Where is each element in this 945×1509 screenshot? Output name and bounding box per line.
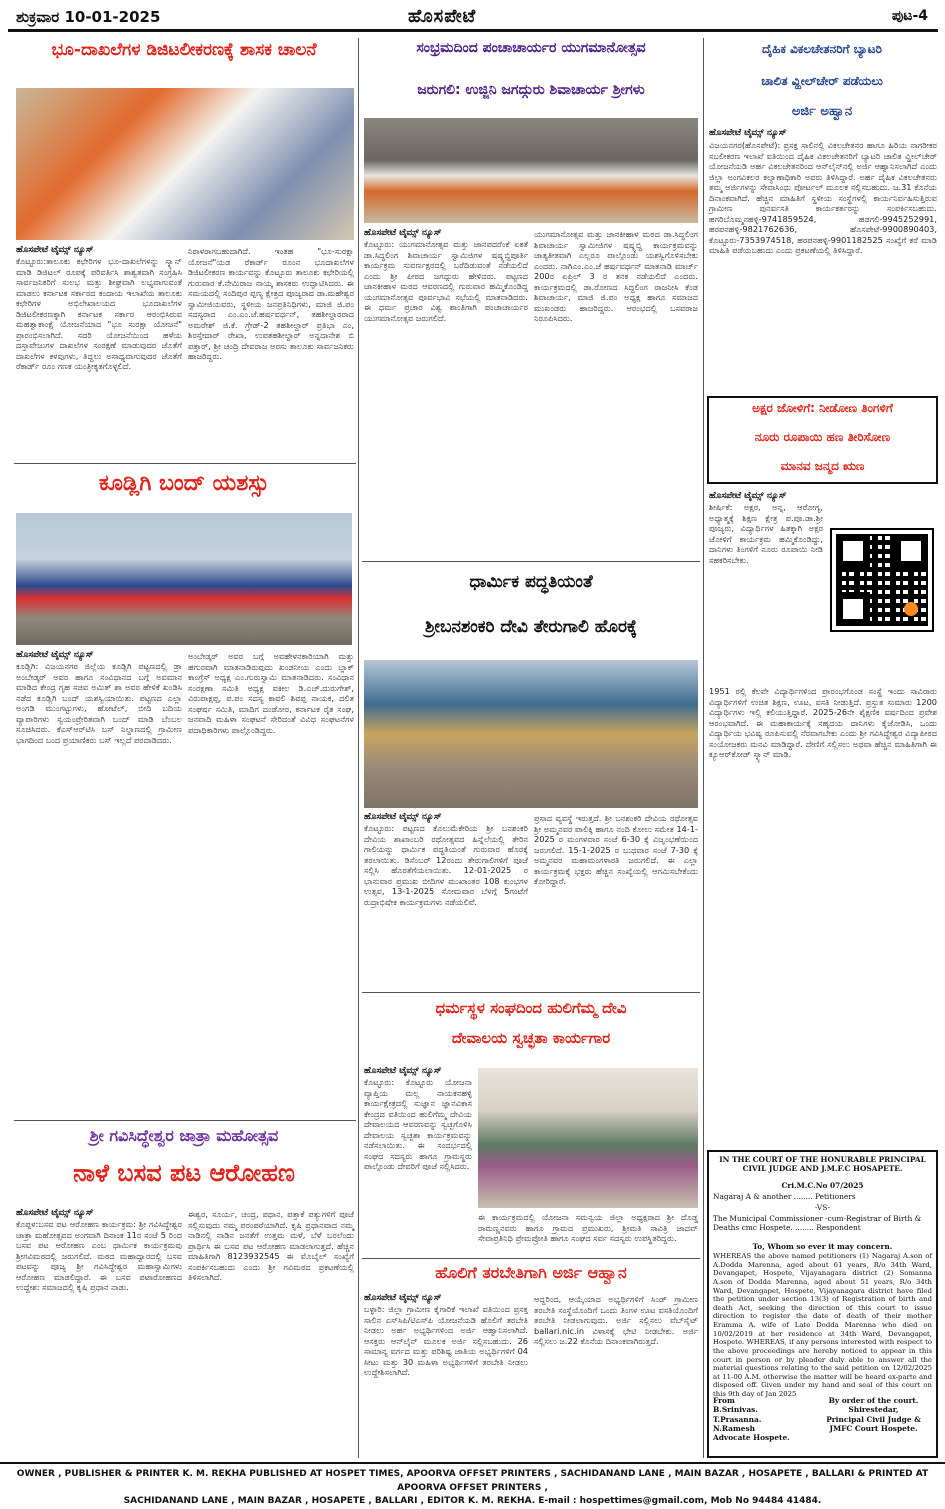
col2-story3-headline: ದೇವಾಲಯ ಸ್ವಚ್ಛತಾ ಕಾರ್ಯಗಾರ xyxy=(451,1029,611,1047)
notice-from: From B.Srinivas. T.Prasanna. N.Ramesh Advocate Hospete. xyxy=(713,1396,790,1442)
notice-addressee: To, Whom so ever it may concern. xyxy=(752,1242,893,1251)
col2-story2-headline: ಧಾರ್ಮಿಕ ಪದ್ಧತಿಯಂತೆ xyxy=(469,572,593,592)
section-divider xyxy=(362,1258,700,1259)
story2-photo xyxy=(16,513,352,645)
court-notice xyxy=(707,1150,938,1458)
col2-story1-body: ಕೊಟ್ಟೂರು: ಯುಗಮಾನೋತ್ಸವ ಮತ್ತು ಜಾನಪದರೆಂಕೆ ಏಕತೆ ಡಾ.ಸಿದ್ಧಲಿಂಗ ಶಿವಾಚಾರ್ಯ ಸ್ವಾಮಿಜಿಗಳ ಷಷ್ಠ್ಯಬ್ದಿಪೂರ್ತಿ ಕಾರ್ಯಕ್ರಮ ಸುವರ್ಣಕ್ಷರದಲ್ಲಿ ಬರೆದಿಡುವಂತೆ ನಡೆಯಲಿದೆ ಎಂದು ಶ್ರೀ ಪೀಠದ ಜಗದ್ಗುರು ಹೇಳಿದರು. ಪಟ್ಟಣದ ಜಾನಕೀಹಾಳ ಮಠದ ಆವರಣದಲ್ಲಿ ಗುರುವಾರ ಹಮ್ಮಿಕೊಂಡಿದ್ದ ಯುಗಮಾನೋತ್ಸವ ಪೂರ್ವಭಾವಿ ಸಭೆಯಲ್ಲಿ ಮಾತನಾಡಿದರು. ಈ ಧರ್ಮ ಪ್ರಚಾರ ವಿಶ್ವ ಶಾಂತಿಗಾಗಿ ಪಂಚಾಚಾರ್ಯರ ಯುಗಮಾನೋತ್ಸವ ಜರುಗಲಿದೆ. xyxy=(364,239,528,323)
notice-petitioners: Nagaraj A & another ........ Petitioners xyxy=(713,1192,856,1201)
col2-story1-headline: ಜರುಗಲಿ: ಉಜ್ಜಿನಿ ಜಗದ್ಗುರು ಶಿವಾಚಾರ್ಯ ಶ್ರೀಗಳು xyxy=(417,82,645,98)
story3-headline: ನಾಳೆ ಬಸವ ಪಟ ಆರೋಹಣ xyxy=(73,1159,295,1187)
story3-body: ಈಶ್ವರ, ಸೂರ್ಯ, ಚಂದ್ರ, ಪಥಾನ, ಪತ್ತಾಕೆ ಪತ್ಯುಗಳಿಗೆ ಪೂಜೆ ಸಲ್ಲಿಸುವುದು ನಮ್ಮ ಪರಂಪರೆಯಾಗಿದೆ. ಕೃಷಿ ಪ್ರಧಾನವಾದ ನಮ್ಮ ನಾಡಿನಲ್ಲಿ ನಾಡಿನ ಜನತೆಗೆ ಉತ್ತಮ ಮಳೆ, ಬೆಳೆ ಬರಲೆಂದು ಪ್ರಾರ್ಥಿಸಿ ಈ ಬಸವ ಪಟ ಆರೋಹಣ ಮಾಡಲಾಗುತ್ತದೆ. ಹೆಚ್ಚಿನ ಮಾಹಿತಿಗಾಗಿ 8123932545 ಈ ಮೊಬೈಲ್ ಸಂಖ್ಯೆಗೆ ಸಂಪರ್ಕಿಸಬಹುದು ಎಂದು ಶ್ರೀ ಗವಿಮಠದ ಪ್ರಕಟಣೆಯಲ್ಲಿ ತಿಳಿಸಲಾಗಿದೆ. xyxy=(188,1209,354,1282)
col2-story2-photo xyxy=(364,660,698,808)
story1-byline: ಹೊಸಪೇಟೆ ಟೈಮ್ಸ್ ನ್ಯೂಸ್ xyxy=(16,245,94,255)
imprint-footer xyxy=(0,1462,945,1504)
notice-title: IN THE COURT OF THE HONURABLE PRINCIPAL CIVIL JUDGE AND J.M.F.C HOSAPETE. xyxy=(719,1155,926,1174)
story2-byline: ಹೊಸಪೇಟೆ ಟೈಮ್ಸ್ ನ್ಯೂಸ್ xyxy=(16,650,94,660)
section-divider xyxy=(362,561,700,562)
qr-finder xyxy=(836,534,870,568)
story1-body: ಕೊಟ್ಟೂರು:ತಾಲೂಕು ಕಛೇರಿಗಳ ಭೂ-ದಾಖಲೆಗಳನ್ನು ಸ್ಕ್ಯಾನ್ ಮಾಡಿ ಡಿಜಿಟಲ್ ರೂಪಕ್ಕೆ ಪರಿವರ್ತಿಸಿ ಶಾಶ್ವತವಾಗಿ ಸಂಗ್ರಹಿಸಿ ಸಾರ್ವಜನಿಕರಿಗೆ ಸುಲಭ ಮತ್ತು ಶೀಘ್ರವಾಗಿ ಲಭ್ಯವಾಗುವಂತೆ ಮಾಡಲು ಕರ್ನಾಟಕ ಸರ್ಕಾರದ ಕಂದಾಯ ಇಲಾಖೆಯ ತಾಲೂಕು ಕಛೇರಿಗಳ ಅಭಿಲೇಖಾಲಯದ ಭೂದಾಖಲೆಗಳ ಡಿಜಿಟಲೀಕರಣಕ್ಕಾಗಿ ಕರ್ನಾಟಕ ಸರ್ಕಾರ ಆರಂಭಿಸಿರುವ ಮಹತ್ವಾಕಾಂಕ್ಷೆ ಯೋಜನೆಯಾದ "ಭೂ ಸುರಕ್ಷಾ ಯೋಜನೆ" ಪ್ರಾರಂಭಿಸಲಾಗಿದೆ. ಸದರಿ ಯೋಜನೆಯಿಂದ ಹಳೆಯ ದಸ್ತಾವೇಜುಗಳ ದಾಖಲೆಗಳ ಸಂರಕ್ಷಣೆ ಮಾಡುವುದರ ಜೊತೆಗೆ ದಾಖಲೆಗಳ ಕಳವುಗಳು, ತಿದ್ದಲು ಅಸಾಧ್ಯವಾಗುವುದರ ಜೊತೆಗೆ ರೆಕಾರ್ಡ್ ರೂಂ ಗಣಕ ಯಂತ್ರೀಕೃತಗೊಳ್ಳಲಿದೆ. xyxy=(16,256,182,371)
issue-date: ಶುಕ್ರವಾರ 10-01-2025 xyxy=(16,8,161,26)
qr-logo-icon xyxy=(904,602,918,616)
col2-story3-photo xyxy=(478,1068,698,1208)
col3-story1-byline: ಹೊಸಪೇಟೆ ಟೈಮ್ಸ್ ನ್ಯೂಸ್ xyxy=(709,128,787,138)
donation-qr-code[interactable] xyxy=(830,528,934,632)
col2-story1-body: ಯುಗಮಾನೋತ್ಸವ ಮತ್ತು ಜಾನಕೀಹಾಳ ಮಠದ ಡಾ.ಸಿದ್ಧಲಿಂಗ ಶಿವಾಚಾರ್ಯ ಸ್ವಾಮೀಜಿಗಳ ಷಷ್ಠ್ಯಬ್ದಿ ಕಾರ್ಯಕ್ರಮವನ್ನು ಜಾತ್ಯತೀತವಾಗಿ ಎಲ್ಲರೂ ಪಾಲ್ಗೊಂಡು ಯಶಸ್ವಿಗೊಳಿಸಬೇಕು ಎಂದರು. ನಾಗಿಎಂ.ಎಂ.ಜೆ ಹರ್ಷವರ್ಧನ್ ಮಾತನಾಡಿ ಮಾರ್ಚ್ 200ರ ಏಪ್ರಿಲ್ 3 ರ ತನಕ ನಡೆಯಲಿದೆ ಎಂದರು. ಕಾರ್ಯಕ್ರಮದಲ್ಲಿ ಡಾ.ರೋಣದ ಸಿದ್ಧಲಿಂಗ ರಾಜನೀಸಿ ಕೆಂಡ ಶಿವಾಚಾರ್ಯ, ಮಾಜಿ ಜಿ.ಪಂ ಅಧ್ಯಕ್ಷ ಹಾಗೂ ಸಮಾಜದ ಮುಖಂಡರು ಹಾಜರಿದ್ದರು. ಆರಂಭದಲ್ಲಿ ಬಸವರಾಜ ನಿರೂಪಿಸಿದರು. xyxy=(534,229,698,323)
col3-story1-headline: ಚಾಲಿತ ವ್ಹೀಲ್‌ಚೇರ್ ಪಡೆಯಲು xyxy=(761,74,883,88)
col2-story4-byline: ಹೊಸಪೇಟೆ ಟೈಮ್ಸ್ ನ್ಯೂಸ್ xyxy=(364,1293,442,1303)
story3-body: ಕೊಪ್ಪಳ:ಬಸವ ಪಟ ಆರೋಹಣ ಕಾರ್ಯಕ್ರಮ: ಶ್ರೀ ಗವಿಸಿದ್ಧೇಶ್ವರ ಜಾತ್ರಾ ಮಹೋತ್ಸವದ ಅಂಗವಾಗಿ ದಿನಾಂಕ 11ರ ಸಂಜೆ 5 ರಿಂದ ಬಸವ ಪಟ ಆರೋಹಣ ಎಂಬ ಧಾರ್ಮಿಕ ಕಾರ್ಯಕ್ರಮವು ಶ್ರೀಗವಿಮಠದಲ್ಲಿ ಜರುಗಲಿದೆ. ಮಠದ ಮಹಾದ್ವಾರದಲ್ಲಿ ಬಸವ ಪಟವನ್ನು ಪೂಜ್ಯ ಶ್ರೀ ಗವಿಸಿದ್ಧೇಶ್ವರ ಮಹಾಸ್ವಾಮಿಗಳು ಆರೋಹಣ ಮಾಡಲಿದ್ದಾರೆ. ಈ ಬಸವ ಪಟಾರೋಹಣದ ಉದ್ದೇಶ: ಸಮಾಜದಲ್ಲಿ ಕೃಷಿ ಪ್ರಧಾನ ನಾಡು. xyxy=(16,1219,182,1292)
col2-story3-headline: ಧರ್ಮಸ್ಥಳ ಸಂಘದಿಂದ ಹುಲಿಗೆಮ್ಮ ದೇವಿ xyxy=(435,999,627,1017)
col2-story2-byline: ಹೊಸಪೇಟೆ ಟೈಮ್ಸ್ ನ್ಯೂಸ್ xyxy=(364,812,442,822)
col2-story1-headline: ಸಂಭ್ರಮದಿಂದ ಪಂಚಾಚಾರ್ಯರ ಯುಗಮಾನೋತ್ಸವ xyxy=(416,40,646,56)
col2-story3-byline: ಹೊಸಪೇಟೆ ಟೈಮ್ಸ್ ನ್ಯೂಸ್ xyxy=(364,1066,442,1076)
col3-story2-headline: ಮಾನವ ಜನ್ಮದ ಋಣ xyxy=(780,459,865,473)
imprint-line-2: SACHIDANAND LANE , MAIN BAZAR , HOSAPETE , BALLARI , EDITOR K. M. REKHA. E-mail : hospettimes@gmail.com, Mob No 94484 41484. xyxy=(123,1496,822,1506)
notice-case-number: Cri.M.C.No 07/2025 xyxy=(781,1181,864,1190)
qr-finder xyxy=(836,592,870,626)
story1-body: ನಿರಾಳರಾಗಬಹುದಾಗಿದೆ. ಇಂತಹ "ಭೂ-ಸುರಕ್ಷಾ ಯೋಜನೆ"ಯಡ ರೆಕಾರ್ಡ್ ರೂಂನ ಭೂದಾಖಲೆಗಳ ಡಿಜಿಟಲೀಕರಣ ಕಾರ್ಯವನ್ನು ಕೊಟ್ಟೂರು ತಾಲೂಕು ಕಛೇರಿಯಲ್ಲಿ ಗುರುವಾರ ಕೆ.ನೇಮಿರಾಜ ನಾಯ್ಕ ಶಾಸಕರು ಉದ್ಘಾಟಿಸಿದರು. ಈ ಸಮಯದಲ್ಲಿ ಸಂದಿಪುರ ಪ್ಪಣ್ಯ ಕ್ಷೇತ್ರದ ಪೂಜ್ಯರಾದ ಡಾ.ಮಹೇಶ್ವರ ಸ್ವಾಮೀಜಿಯವರು, ಸ್ಥಳೀಯ ಜನಪ್ರತಿನಿಧಿಗಳು, ಮಾಜಿ ಜಿ.ಪಂ ಸದಸ್ಯರಾದ ಎಂ.ಎಂ.ಜೆ.ಹರ್ಷವರ್ಧನ್, ತಹಶೀಲ್ದಾರರಾದ ಅಮರೇಶ್ ಜಿ.ಕೆ. ಗ್ರೇಡ್-2 ತಹಶೀಲ್ದಾರ್ ಪ್ರತಿಭಾ ಎಂ, ಶಿರಸ್ತೇದಾರ್ ರೇಖಾ, ಉಪತಹಶೀಲ್ದಾರ್ ಅನ್ನದಾನೇಶ ಬಿ ಪತ್ತಾರ್, ಶ್ರೀ ಚಂದ್ರಿ ದೇವರಾಜ ಅರಸು ತಾಲೂಕು ಸಾರ್ವಜನಿಕರು ಹಾಜರಿದ್ದರು. xyxy=(188,246,354,361)
col3-story2-body: 1951 ರಲ್ಲಿ ಕೆಲವೇ ವಿದ್ಯಾರ್ಥಿಗಳಿಂದ ಪ್ರಾರಂಭಗೊಂಡ ಸಂಸ್ಥೆ ಇಂದು ಸಾವಿರಾರು ವಿದ್ಯಾರ್ಥಿಗಳಿಗೆ ಉಚಿತ ಶಿಕ್ಷಣ, ಊಟ, ವಸತಿ ನೀಡುತ್ತಿದೆ. ಪ್ರಸ್ತುತ ಸುಮಾರು 1200 ವಿದ್ಯಾರ್ಥಿಗಳು ಇಲ್ಲಿ ಕಲಿಯುತ್ತಿದ್ದಾರೆ. 2025-26ನೇ ಶೈಕ್ಷಣಿಕ ವರ್ಷದಿಂದ ಪ್ರವೇಶ ಆರಂಭವಾಗಿದೆ. ಈ ಮಹಾಕಾರ್ಯಕ್ಕೆ ಸಹೃದಯ ದಾನಿಗಳು ಕೈಜೋಡಿಸಿ, ಒಂದು ವಿದ್ಯಾರ್ಥಿಯ ಭವಿಷ್ಯ ರೂಪಿಸುವಲ್ಲಿ ನೆರವಾಗಬೇಕು ಎಂದು ಶ್ರೀ ಗವಿಸಿದ್ಧೇಶ್ವರ ವಿದ್ಯಾಪೀಠದ ಸಂಯೋಜಕರು ಮನವಿ ಮಾಡಿದ್ದಾರೆ. ದೇಣಿಗೆ ಸಲ್ಲಿಸಲು ಅಥವಾ ಹೆಚ್ಚಿನ ಮಾಹಿತಿಗಾಗಿ ಈ ಕ್ಯೂಆರ್‌ಕೋಡ್ ಸ್ಕ್ಯಾನ್ ಮಾಡಿ. xyxy=(709,686,937,759)
newspaper-title: ಹೊಸಪೇಟೆ xyxy=(408,6,477,27)
section-divider xyxy=(14,463,356,464)
col2-story3-caption: ಈ ಕಾರ್ಯಕ್ರಮದಲ್ಲಿ ಯೋಜನಾ ಸಮನ್ವಯ ಜಿಲ್ಲಾ ಅಧ್ಯಕ್ಷರಾದ ಶ್ರೀ ದೊಡ್ಡ ರಾಮಣ್ಣನವರು ಹಾಗೂ ಗ್ರಾಮದ ಪ್ರಮುಖರು, ಶ್ರೀಮತಿ ಸಾವಿತ್ರಿ ಜಾದವ್ ಸೇವಾಪ್ರತಿನಿಧಿ ಪ್ರೇಮಪ್ರೋತಿ ಹಾಗೂ ಸಂಘದ ಸರ್ವ ಸದಸ್ಯರು ಉಪಸ್ಥಿತರಿದ್ದರು. xyxy=(478,1212,698,1243)
story1-photo xyxy=(16,88,354,240)
col3-story1-headline: ಅರ್ಜಿ ಅಹ್ವಾನ xyxy=(791,104,853,119)
col2-story2-body: ಕೊಟ್ಟೂರು: ಪಟ್ಟಣದ ಕೊಲುಮೆಕೇರಿಯ ಶ್ರೀ ಬನಶಂಕರಿ ದೇವಿಯ ಶಾಖಾಂಬರಿ ರಥೋತ್ಸವದ ಹಿನ್ನೆಲೆಯಲ್ಲಿ ತೇರಿನ ಗಾಲಿಯನ್ನು ಧಾರ್ಮಿಕ ಪದ್ಧತಿಯಂತೆ ಗುರುವಾರ ಹೊರಕ್ಕೆ ತರಲಾಯಿತು. ಡಿಸೆಂಬರ್ 12ರಂದು ತೇರುಗಾಲಿಗಳಿಗೆ ಪೂಜೆ ಸಲ್ಲಿಸಿ ಹೊರತೆಗೆಯಲಾಯಿತು. 12-01-2025 ರ ಭಾನುವಾರ ಪ್ರಮುಖ ಬೀದಿಗಳ ಮುಖಾಂತರ 108 ಕುಂಭಗಳ ಉತ್ಸವ, 13-1-2025 ಸೋಮವಾರ ಬೆಳಗ್ಗೆ 5ಗಂಟೆಗೆ ರುದ್ರಾಭಿಷೇಕ ಕಾರ್ಯಕ್ರಮಗಳು ನಡೆಯಲಿವೆ. xyxy=(364,823,528,907)
notice-signatory: By order of the court. Shirestedar, Principal Civil Judge & JMFC Court Hospete. xyxy=(826,1396,921,1433)
page-number: ಪುಟ-4 xyxy=(891,8,928,24)
story3-byline: ಹೊಸಪೇಟೆ ಟೈಮ್ಸ್ ನ್ಯೂಸ್ xyxy=(16,1208,94,1218)
column-divider xyxy=(703,38,704,1458)
col2-story1-byline: ಹೊಸಪೇಟೆ ಟೈಮ್ಸ್ ನ್ಯೂಸ್ xyxy=(364,228,442,238)
story1-headline: ಭೂ-ದಾಖಲೆಗಳ ಡಿಜಿಟಲೀಕರಣಕ್ಕೆ ಶಾಸಕ ಚಾಲನೆ xyxy=(51,40,317,60)
col3-story2-headline: ನೂರು ರೂಪಾಯಿ ಹಣ ತೀರಿಸೋಣ xyxy=(754,430,891,444)
col2-story4-headline: ಹೊಲಿಗೆ ತರಬೇತಿಗಾಗಿ ಅರ್ಜಿ ಆಹ್ವಾನ xyxy=(435,1263,627,1282)
col3-story2-body: ಶೀರ್ಷಿಕೆ: ಅಕ್ಷರ, ಅನ್ನ, ಆರೋಗ್ಯ, ಅಧ್ಯಾತ್ಮಕ್ಕೆ ಶಿಕ್ಷಣ ಕ್ಷೇತ್ರ ಪ.ಪೂ.ಡಾ.ಶ್ರೀ ಪೂಜ್ಯರು, ವಿದ್ಯಾರ್ಥಿಗಳ ಹಿತಕ್ಕಾಗಿ ಅಕ್ಷರ ಜೋಳಿಗೆ ಕಾರ್ಯಕ್ರಮ ಹಮ್ಮಿಕೊಂಡಿದ್ದು, ದಾನಿಗಳು ತಿಂಗಳಿಗೆ ನೂರು ರೂಪಾಯಿ ನೀಡಿ ಸಹಕರಿಸಬೇಕು. xyxy=(709,502,823,565)
story2-headline: ಕೂಡ್ಲಿಗಿ ಬಂದ್ ಯಶಸ್ಸು xyxy=(98,471,270,496)
section-divider xyxy=(362,992,700,993)
col2-story1-photo xyxy=(364,118,698,223)
section-divider xyxy=(14,1120,356,1121)
col3-story2-headline: ಅಕ್ಷರ ಜೋಳಿಗೆ: ನೀಡೋಣ ತಿಂಗಳಿಗೆ xyxy=(752,401,893,415)
col3-story2-byline: ಹೊಸಪೇಟೆ ಟೈಮ್ಸ್ ನ್ಯೂಸ್ xyxy=(709,491,787,501)
col2-story2-headline: ಶ್ರೀಬನಶಂಕರಿ ದೇವಿ ತೇರುಗಾಲಿ ಹೊರಕ್ಕೆ xyxy=(425,617,637,637)
col2-story4-body: ಆದ್ದರಿಂದ, ಆಯ್ಕೆಯಾದ ಅಭ್ಯರ್ಥಿಗಳಿಗೆ ಸಿಂಡ್ ಗ್ರಾಮೀಣ ತರಬೇತಿ ಸಂಸ್ಥೆಯೊಂದಿಗೆ ಒಂದು ತಿಂಗಳ ಊಟ ವಸತಿಯೊಂದಿಗೆ ತರಬೇತಿ ನೀಡಲಾಗುವುದು. ಅರ್ಜಿ ಸಲ್ಲಿಸಲು ವೆಬ್‌ಸೈಟ್ ballari.nic.in ವಿಳಾಸಕ್ಕೆ ಭೇಟಿ ನೀಡಬೇಕು. ಅರ್ಜಿ ಸಲ್ಲಿಸಲು ಜ.22 ಕೊನೆಯ ದಿನಾಂಕವಾಗಿರುತ್ತದೆ. xyxy=(534,1294,698,1346)
col2-story2-body: ಪ್ರಸಾದ ವ್ಯವಸ್ಥೆ ಇರುತ್ತದೆ. ಶ್ರೀ ಬನಶಂಕರಿ ದೇವಿಯ ರಥೋತ್ಸವ ಶ್ರೀ ಅಮ್ಮನವರ ಪಾಲಿಕ್ಕಿ ಹಾಗೂ ನಂದಿ ಕೋಲು ಸಮೇತ 14-1-2025 ರ ಮಂಗಳವಾರ ಸಂಜೆ 6-30 ಕ್ಕೆ ವಿಜೃಂಭಣೆಯಿಂದ ಜರುಗಲಿದೆ. 15-1-2025 ರ ಬುಧವಾರ ಸಂಜೆ 7-30 ಕ್ಕೆ ಅಮ್ಮನವರ ಮಹಾಮಂಗಳಾರತಿ ಜರುಗಲಿದೆ. ಈ ಎಲ್ಲಾ ಕಾರ್ಯಕ್ರಮಕ್ಕೆ ಭಕ್ತರು ಹೆಚ್ಚಿನ ಸಂಖ್ಯೆಯಲ್ಲಿ ಆಗಮಿಸಬೇಕೆಂದು ಕೋರಿದ್ದಾರೆ. xyxy=(534,813,698,886)
story2-body: ಅಂಬೇಡ್ಕರ್ ಅವರ ಬಗ್ಗೆ ಅವಹೇಳನಕಾರಿಯಾಗಿ ಮತ್ತು ಹಗುರವಾಗಿ ಮಾತನಾಡಿರುವುದು ಖಂಡನೀಯ ಎಂದು ಬ್ಲಾಕ್ ಕಾಂಗ್ರೆಸ್ ಅಧ್ಯಕ್ಷ ಎಂ.ಗುರುಸ್ವಾಮಿ ಮಾತನಾಡಿದರು. ಸಂವಿಧಾನ ಸಂರಕ್ಷಣಾ ಸಮಿತಿ ಅಧ್ಯಕ್ಷ ವಕೀಲ ಡಿ.ಎಚ್.ದುರುಗೇಶ್, ವಿರುಪಾಕ್ಷಪ್ಪ, ಪ.ಪಂ ಸದಸ್ಯ ಕಾವಲಿ ಶಿವಪ್ಪ ನಾಯಕ, ದಲಿತ ಸಂಘರ್ಷ ಸಮಿತಿ, ಮಾದಿಗ ದಂಡೋರ, ಕರ್ನಾಟಕ ರೈತ ಸಂಘ, ಜನವಾದಿ ಮಹಿಳಾ ಸಂಘಟನೆ ಸೇರಿದಂತೆ ವಿವಿಧ ಸಂಘಟನೆಗಳ ಪದಾಧಿಕಾರಿಗಳು ಪಾಲ್ಗೊಂಡಿದ್ದರು. xyxy=(188,651,354,735)
column-divider xyxy=(358,38,359,1458)
notice-vs: -VS- xyxy=(814,1203,831,1212)
notice-respondent: The Municipal Commissioner -cum-Registrar of Birth & Deaths cmc Hospete. ........ Respondent xyxy=(713,1214,922,1233)
col2-story3-body: ಕೊಟ್ಟೂರು: ಕೊಟ್ಟೂರು ಯೋಜನಾ ವ್ಯಾಪ್ತಿಯ ಮಲ್ಲ ನಾಯಕನಹಳ್ಳಿ ಕಾರ್ಯಕ್ಷೇತ್ರದಲ್ಲಿ ಸುಜ್ಞಾನ ಜ್ಞಾನವಿಕಾಸ ಕೇಂದ್ರದ ವತಿಯಿಂದ ಹುಲಿಗೆಮ್ಮ ದೇವಿಯ ದೇವಾಲಯದ ಆವರಣವನ್ನು ಸ್ವಚ್ಛಗೊಳಿಸಿ ದೇವಾಲಯ ಸ್ವಚ್ಛತಾ ಕಾರ್ಯಕ್ರಮವನ್ನು ನಡೆಸಲಾಯಿತು. ಈ ಸಂದರ್ಭದಲ್ಲಿ ಸಂಘದ ಸದಸ್ಯರು ಹಾಗೂ ಗ್ರಾಮಸ್ಥರು ಪಾಲ್ಗೊಂಡು ದೇವರಿಗೆ ಪೂಜೆ ಸಲ್ಲಿಸಿದರು. xyxy=(364,1077,472,1171)
masthead xyxy=(8,4,938,32)
col3-story1-body: ವಿಜಯನಗರ(ಹೊಸಪೇಟೆ): ಪ್ರಸಕ್ತ ಸಾಲಿನಲ್ಲಿ ವಿಕಲಚೇತನರ ಹಾಗೂ ಹಿರಿಯ ನಾಗರೀಕರ ಸಬಲೀಕರಣ ಇಲಾಖೆ ವತಿಯಿಂದ ದೈಹಿಕ ವಿಕಲಚೇತನರಿಗೆ ಬ್ಯಾಟರಿ ಚಾಲಿತ ವ್ಹೀಲ್‌ಚೇರ್ ಯೋಜನೆಯಡಿ ಅರ್ಹ ವಿಕಲಚೇತನರಿಂದ ಆನ್‌ಲೈನ್‌ನಲ್ಲಿ ಅರ್ಜಿ ಆಹ್ವಾನಿಸಲಾಗಿದೆ ಎಂದು ಜಿಲ್ಲಾ ಅಂಗವಿಕಲರ ಕಲ್ಯಾಣಾಧಿಕಾರಿ ಅವರು ತಿಳಿಸಿದ್ದಾರೆ. ಅರ್ಹ ದೈಹಿಕ ವಿಕಲಚೇತನರು ತಮ್ಮ ಅರ್ಜಿಗಳನ್ನು ಸೇವಾಸಿಂಧು ಪೋರ್ಟಲ್ ಮೂಲಕ ಸಲ್ಲಿಸಬಹುದು. ಜ.31 ಕೊನೆಯ ದಿನಾಂಕವಾಗಿದೆ. ಹೆಚ್ಚಿನ ಮಾಹಿತಿಗೆ ಸ್ಥಳೀಯ ಸಂಸ್ಥೆಗಳಲ್ಲಿ ಕಾರ್ಯನಿರ್ವಹಿಸುತ್ತಿರುವ ಗ್ರಾಮೀಣ ಪುನರ್ವಸತಿ ಕಾರ್ಯಕರ್ತರನ್ನು ಸಂಪರ್ಕಿಸಬಹುದು. ಹಗರಿಬೊಮ್ಮನಹಳ್ಳಿ-9741859524, ಹಡಗಲಿ-9945252991, ಹರಪನಹಳ್ಳಿ-9821762636, ಹೊಸಪೇಟೆ-9900890403, ಕೊಟ್ಟೂರು-7353974518, ಹರಪನಹಳ್ಳಿ-9901182525 ಸಂಖ್ಯೆಗೆ ಕರೆ ಮಾಡಿ ಮಾಹಿತಿ ಪಡೆಯಬಹುದು ಎಂದು ಪ್ರಕಟಣೆಯಲ್ಲಿ ತಿಳಿಸಿದ್ದಾರೆ. xyxy=(709,140,937,255)
col3-story1-headline: ದೈಹಿಕ ವಿಕಲಚೇತನರಿಗೆ ಬ್ಯಾಟರಿ xyxy=(762,42,882,56)
col2-story4-body: ಬಳ್ಳಾರಿ: ಜಿಲ್ಲಾ ಗ್ರಾಮೀಣ ಕೈಗಾರಿಕೆ ಇಲಾಖೆ ವತಿಯಿಂದ ಪ್ರಸಕ್ತ ಸಾಲಿನ ಎಸ್‌ಸಿಪಿ/ಟಿಎಸ್‌ಪಿ ಯೋಜನೆಯಡಿ ಹೊಲಿಗೆ ತರಬೇತಿ ನೀಡಲು ಅರ್ಹ ಅಭ್ಯರ್ಥಿಗಳಿಂದ ಅರ್ಜಿ ಆಹ್ವಾನಿಸಲಾಗಿದೆ. ಆಸಕ್ತರು ಆನ್‌ಲೈನ್ ಮೂಲಕ ಅರ್ಜಿ ಸಲ್ಲಿಸಬಹುದು. 26 ಸಾಮಾನ್ಯ ವರ್ಗದ ಮತ್ತು ಪರಿಶಿಷ್ಟ ಜಾತಿಯ ಅಭ್ಯರ್ಥಿಗಳಿಗೆ 04 ಸೀಟು ಮತ್ತು 30 ಮಹಿಳಾ ಅಭ್ಯರ್ಥಿಗಳಿಗೆ ತರಬೇತಿ ನೀಡಲು ಉದ್ದೇಶಿಸಲಾಗಿದೆ. xyxy=(364,1304,528,1377)
story2-body: ಕೂಡ್ಲಿಗಿ: ವಿಜಯನಗರ ಜಿಲ್ಲೆಯ ಕೂಡ್ಲಿಗಿ ಪಟ್ಟಣದಲ್ಲಿ ಡ್ರಾ ಅಂಬೇಡ್ಕರ್ ಅವರ ಹಾಗೂ ಸಂವಿಧಾನದ ಬಗ್ಗೆ ಅವಮಾನ ಮಾಡಿದ ಕೇಂದ್ರ ಗೃಹ ಸಚಿವ ಅಮಿತ್ ಶಾ ಅವರ ಹೇಳಿಕೆ ಖಂಡಿಸಿ ನಡೆದ ಕೂಡ್ಲಿಗಿ ಬಂದ್ ಯಶಸ್ವಿಯಾಯಿತು. ಪಟ್ಟಣದ ಎಲ್ಲಾ ಅಂಗಡಿ ಮುಂಗಟ್ಟುಗಳು, ಹೋಟೆಲ್, ಬೀದಿ ಬದಿಯ ವ್ಯಾಪಾರಿಗಳು ಸ್ವಯಂಪ್ರೇರಿತವಾಗಿ ಬಂದ್ ಮಾಡಿ ಬೆಂಬಲ ಸೂಚಿಸಿದರು. ಕೆಎಸ್ಆರ್‌ಟಿಸಿ ಬಸ್ ನಿಲ್ದಾಣದಲ್ಲಿ ಗ್ರಾಮೀಣ ಭಾಗದಿಂದ ಬಂದ ಪ್ರಯಾಣಿಕರು ಬಸ್ ಇಲ್ಲದೆ ಪರದಾಡಿದರು. xyxy=(16,661,182,745)
imprint-line-1: OWNER , PUBLISHER & PRINTER K. M. REKHA PUBLISHED AT HOSPET TIMES, APOORVA OFFSET PRINTERS , SACHIDANAND LANE , MAIN BAZAR , HOSAPETE , BALLARI & PRINTED AT APOORVA OFFSET PRINTERS , xyxy=(16,1469,929,1493)
qr-finder xyxy=(894,534,928,568)
notice-body: WHEREAS the above named petitioners (1) Nagaraj A.son of A.Dodda Marenna, aged about 61 years, R/o 34th Ward, Devangapet, Hospete, Vijayanagara district (2) Somanna A.son of Dodda Marenna, aged about 51 years, R/o 34th Ward, Devangapet, Hospete, Vijayanagara district have filed the petition under section 13(3) of Registration of birth and death Act, seeking the direction of this court to issue direction to register the date of death of their mother Eramma A. wife of Late Dodda Marenna who died on 10/02/2019 at her residence at 34th Ward, Devangapet, Hospete. WHEREAS, if any persons interested with respect to the above proceedings are hereby noticed to appear in this court in person or by pleader duly able to answer all the material questions relating to the said petition on 12/02/2025 at 11-00 A.M. otherwise the matter will be heard ex-parte and disposed off. Given under my hand and seal of this court on this 9th day of Jan 2025 xyxy=(713,1252,932,1398)
story3-kicker: ಶ್ರೀ ಗವಿಸಿದ್ಧೇಶ್ವರ ಜಾತ್ರಾ ಮಹೋತ್ಸವ xyxy=(89,1126,279,1145)
